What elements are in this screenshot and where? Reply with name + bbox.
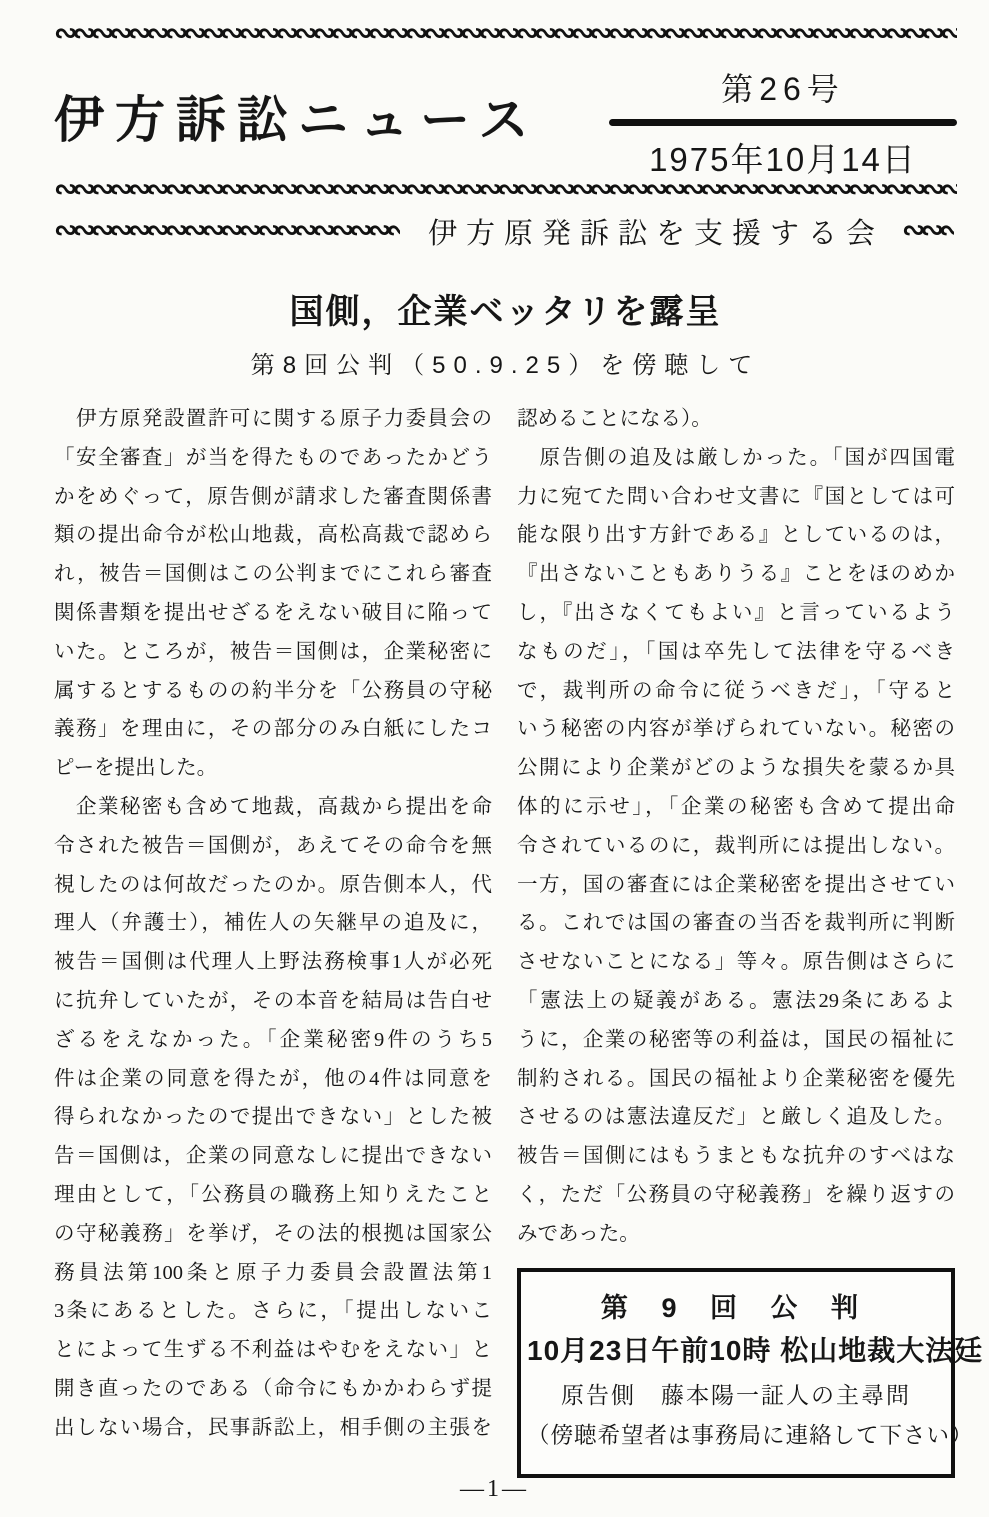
text-line: 関係書類を提出せざるをえない破目に陥って xyxy=(54,601,492,624)
text-line: 「憲法上の疑義がある。憲法29条にあるよ xyxy=(517,989,955,1012)
notice-contact: （傍聴希望者は事務局に連絡して下さい） xyxy=(527,1422,974,1448)
text-line: 務員法第100条と原子力委員会設置法第1 xyxy=(54,1261,492,1284)
text-line: 令されているのに，裁判所には提出しない。 xyxy=(517,834,955,857)
text-line: 伊方原発設置許可に関する原子力委員会の xyxy=(54,408,492,430)
text-line: とによって生ずる不利益はやむをえない」と xyxy=(54,1339,492,1362)
rope-border-partial-decoration xyxy=(54,217,400,245)
text-line: かをめぐって，原告側が請求した審査関係書 xyxy=(54,485,492,508)
text-line: 公開により企業がどのような損失を蒙るか具 xyxy=(517,757,955,780)
text-line: 属するとするものの約半分を「公務員の守秘 xyxy=(54,679,492,702)
text-line: れ，被告＝国側はこの公判までにこれら審査 xyxy=(54,563,492,586)
rope-border-top-decoration xyxy=(54,20,957,48)
text-line: 『出さないこともありうる』ことをほのめか xyxy=(517,563,955,586)
text-line: 体的に示せ」，「企業の秘密も含めて提出命 xyxy=(517,795,955,818)
text-line: 理人（弁護士），補佐人の矢継早の追及に， xyxy=(54,912,492,935)
hearing-notice-box xyxy=(517,1268,984,1478)
article-subheadline: 第8回公判（50.9.25）を傍聴して xyxy=(250,352,761,379)
text-line: 出しない場合，民事訴訟上，相手側の主張を xyxy=(54,1416,492,1439)
masthead xyxy=(54,64,957,176)
left-column xyxy=(54,400,492,1478)
text-line: 原告側の追及は厳しかった。「国が四国電 xyxy=(517,446,955,469)
text-line: ピーを提出した。 xyxy=(54,757,218,780)
text-line: 力に宛てた問い合わせ文書に『国としては可 xyxy=(517,485,955,508)
issue-date: 1975年10月14日 xyxy=(649,141,917,178)
page-number: —1— xyxy=(460,1476,529,1502)
text-line: なものだ」，「国は卒先して法律を守るべき xyxy=(517,640,955,663)
right-column xyxy=(517,400,984,1478)
text-line: 3条にあるとした。さらに，「提出しないこ xyxy=(54,1300,492,1323)
text-line: 類の提出命令が松山地裁，高松高裁で認めら xyxy=(54,524,492,547)
text-line: 告＝国側は，企業の同意なしに提出できない xyxy=(54,1145,492,1168)
text-line: 認めることになる）。 xyxy=(517,408,712,430)
text-line: みであった。 xyxy=(517,1222,640,1245)
article-body xyxy=(54,400,984,1478)
issue-number: 第26号 xyxy=(721,71,845,107)
text-line: 能な限り出す方針である』としているのは， xyxy=(517,524,955,547)
rope-border-middle-decoration xyxy=(54,176,957,204)
notice-title: 第 9 回 公 判 xyxy=(600,1292,872,1323)
text-line: いた。ところが，被告＝国側は，企業秘密に xyxy=(54,640,492,663)
text-line: 視したのは何故だったのか。原告側本人，代 xyxy=(54,873,492,896)
text-line: に抗弁していたが，その本音を結局は告白せ xyxy=(54,989,492,1012)
text-line: で，裁判所の命令に従うべきだ」，「守ると xyxy=(517,679,955,702)
text-line: し，『出さなくてもよい』と言っているよう xyxy=(517,601,955,624)
supporter-row xyxy=(54,214,957,248)
text-line: 企業秘密も含めて地裁，高裁から提出を命 xyxy=(54,795,492,818)
text-line: 得られなかったので提出できない」とした被 xyxy=(54,1106,492,1129)
text-line: 理由として，「公務員の職務上知りえたこと xyxy=(54,1183,492,1206)
text-line: 被告＝国側は代理人上野法務検事1人が必死 xyxy=(54,951,492,974)
text-line: 制約される。国民の福祉より企業秘密を優先 xyxy=(517,1067,955,1090)
issue-block xyxy=(609,64,957,181)
text-line: 義務」を理由に，その部分のみ白紙にしたコ xyxy=(54,718,492,741)
article-headline: 国側，企業ベッタリを露呈 xyxy=(289,293,722,331)
text-line: させないことになる」等々。原告側はさらに xyxy=(517,951,955,974)
text-line: 被告＝国側にはもうまともな抗弁のすべはな xyxy=(517,1145,955,1168)
text-line: 件は企業の同意を得たが，他の4件は同意を xyxy=(54,1067,492,1090)
text-line: させるのは憲法違反だ」と厳しく追及した。 xyxy=(517,1106,955,1129)
rope-border-end-decoration xyxy=(902,217,954,245)
text-line: の守秘義務」を挙げ，その法的根拠は国家公 xyxy=(54,1222,492,1245)
organization-name: 伊方原発訴訟を支援する会 xyxy=(428,217,885,250)
notice-witness: 原告側 藤本陽一証人の主尋問 xyxy=(561,1381,911,1408)
text-line: うに，企業の秘密等の利益は，国民の福祉に xyxy=(517,1028,955,1051)
divider-line xyxy=(609,119,957,126)
text-line: ざるをえなかった。「企業秘密9件のうち5 xyxy=(54,1028,492,1051)
notice-datetime: 10月23日午前10時 松山地裁大法廷 xyxy=(527,1334,984,1366)
newspaper-title: 伊方訴訟ニュース xyxy=(54,92,540,148)
text-line: く，ただ「公務員の守秘義務」を繰り返すの xyxy=(517,1183,955,1206)
text-line: 「安全審査」が当を得たものであったかどう xyxy=(54,446,492,469)
right-column-text xyxy=(517,400,955,1254)
text-line: 開き直ったのである（命令にもかかわらず提 xyxy=(54,1377,492,1400)
text-line: る。これでは国の審査の当否を裁判所に判断 xyxy=(517,912,955,935)
text-line: 令された被告＝国側が，あえてその命令を無 xyxy=(54,834,492,857)
text-line: いう秘密の内容が挙げられていない。秘密の xyxy=(517,718,955,741)
text-line: 一方，国の審査には企業秘密を提出させてい xyxy=(517,873,955,896)
